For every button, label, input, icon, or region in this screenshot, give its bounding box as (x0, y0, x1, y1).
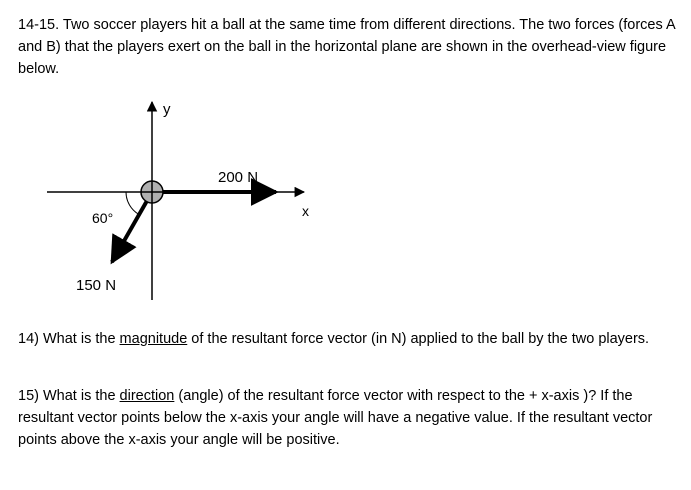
force-b-vector (112, 192, 152, 262)
question-14-pre: 14) What is the (18, 331, 120, 347)
question-14 (18, 328, 678, 350)
y-axis-label: y (163, 101, 171, 118)
force-b-label: 150 N (76, 277, 117, 294)
problem-intro-text: 14-15. Two soccer players hit a ball at the same time from different directions. The two forces (forces A and B) that the players exert on the ball in the horizontal plane are shown in the overhead-view figure below. (18, 17, 675, 77)
question-15-pre: 15) What is the (18, 388, 120, 404)
angle-arc (126, 192, 139, 215)
force-a-label: 200 N (218, 169, 259, 186)
question-14-emphasis: magnitude (119, 331, 188, 347)
problem-intro (18, 14, 678, 80)
question-14-post: of the resultant force vector (in N) applied to the ball by the two players. (187, 331, 650, 347)
angle-label: 60° (92, 210, 114, 226)
question-15-post: (angle) of the resultant force vector with respect to the + x-axis )? If the resultant vector points below the x-axis your angle will have a negative value. If the resultant vector points above the x-axis your angle will be positive. (18, 388, 653, 448)
soccer-ball (141, 181, 163, 203)
question-15-emphasis: direction (119, 388, 175, 404)
x-axis-label: x (302, 203, 309, 219)
question-15 (18, 385, 678, 451)
force-diagram (0, 90, 340, 305)
